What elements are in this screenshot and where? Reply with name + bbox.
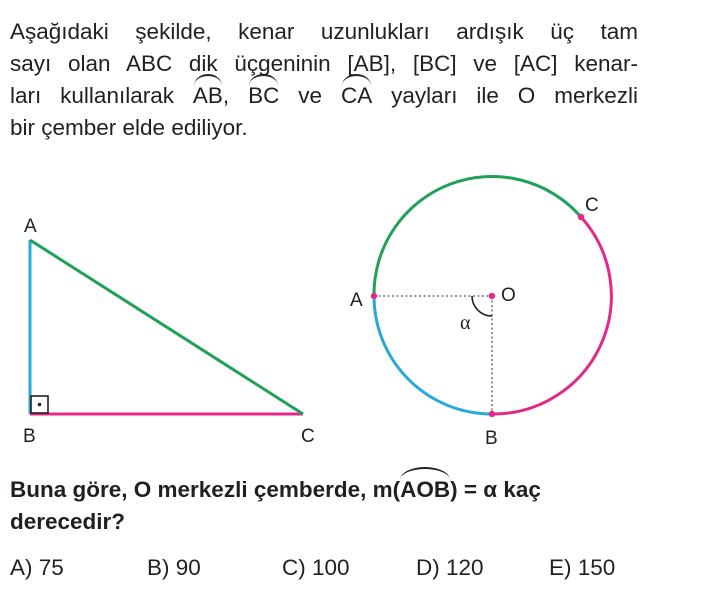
right-triangle <box>23 216 315 447</box>
choice-b[interactable] <box>147 552 201 584</box>
angle-alpha-label: α <box>460 312 471 334</box>
question-line-2: derecedir? <box>10 509 126 534</box>
question-line-1 <box>10 474 650 506</box>
circle-point-a <box>371 293 377 299</box>
triangle-vertex-b-label: B <box>23 426 36 447</box>
circle-arc-ab <box>374 296 492 414</box>
circle-point-a-label: A <box>350 290 363 311</box>
circle-figure <box>350 176 611 449</box>
choice-a[interactable] <box>10 552 64 584</box>
choice-e[interactable] <box>549 552 615 584</box>
choice-d-letter: D) <box>416 555 440 580</box>
choice-a-letter: A) <box>10 555 33 580</box>
choice-e-letter: E) <box>549 555 572 580</box>
question-line-1-start: Buna göre, O merkezli çemberde, m( <box>10 477 401 502</box>
choice-d-value: 120 <box>446 555 484 580</box>
choice-b-value: 90 <box>175 555 201 580</box>
circle-center-o-label: O <box>501 285 516 306</box>
circle-arc-ca <box>374 176 581 296</box>
arc-ca-label: CA <box>341 80 372 112</box>
question-text <box>10 474 650 538</box>
statement-line-1: Aşağıdaki şekilde, kenar uzunlukları ardışık üç tam <box>10 19 638 44</box>
statement-line-4: bir çember elde ediliyor. <box>10 115 248 140</box>
triangle-vertex-c-label: C <box>301 426 315 447</box>
triangle-vertex-a-label: A <box>24 216 37 237</box>
arc-ab-label: AB <box>193 80 223 112</box>
choice-a-value: 75 <box>38 555 64 580</box>
triangle-side-ac <box>30 240 303 414</box>
choice-b-letter: B) <box>147 555 170 580</box>
separator-ve: ve <box>298 83 323 108</box>
right-angle-dot <box>38 403 42 407</box>
circle-center-o <box>489 293 495 299</box>
angle-alpha-arc <box>472 296 492 316</box>
choice-d[interactable] <box>416 552 484 584</box>
angle-aob-label: AOB <box>400 474 450 506</box>
choice-c-letter: C) <box>282 555 306 580</box>
choice-c[interactable] <box>282 552 350 584</box>
statement-line-3-start: ları kullanılarak <box>10 83 174 108</box>
choice-e-value: 150 <box>577 555 616 580</box>
circle-point-c-label: C <box>585 195 599 216</box>
choice-c-value: 100 <box>312 555 350 580</box>
statement-line-3-end: yayları ile O merkezli <box>391 83 638 108</box>
circle-arc-bc <box>492 217 611 414</box>
circle-point-b-label: B <box>485 428 498 449</box>
circle-point-b <box>489 411 495 417</box>
arc-bc-label: BC <box>248 80 279 112</box>
circle-point-c <box>578 214 584 220</box>
statement-line-2: sayı olan ABC dik üçgeninin [AB], [BC] ve [AC] kenar- <box>10 51 638 76</box>
separator-comma: , <box>222 83 230 108</box>
question-line-1-end: ) = α kaç <box>450 477 541 502</box>
